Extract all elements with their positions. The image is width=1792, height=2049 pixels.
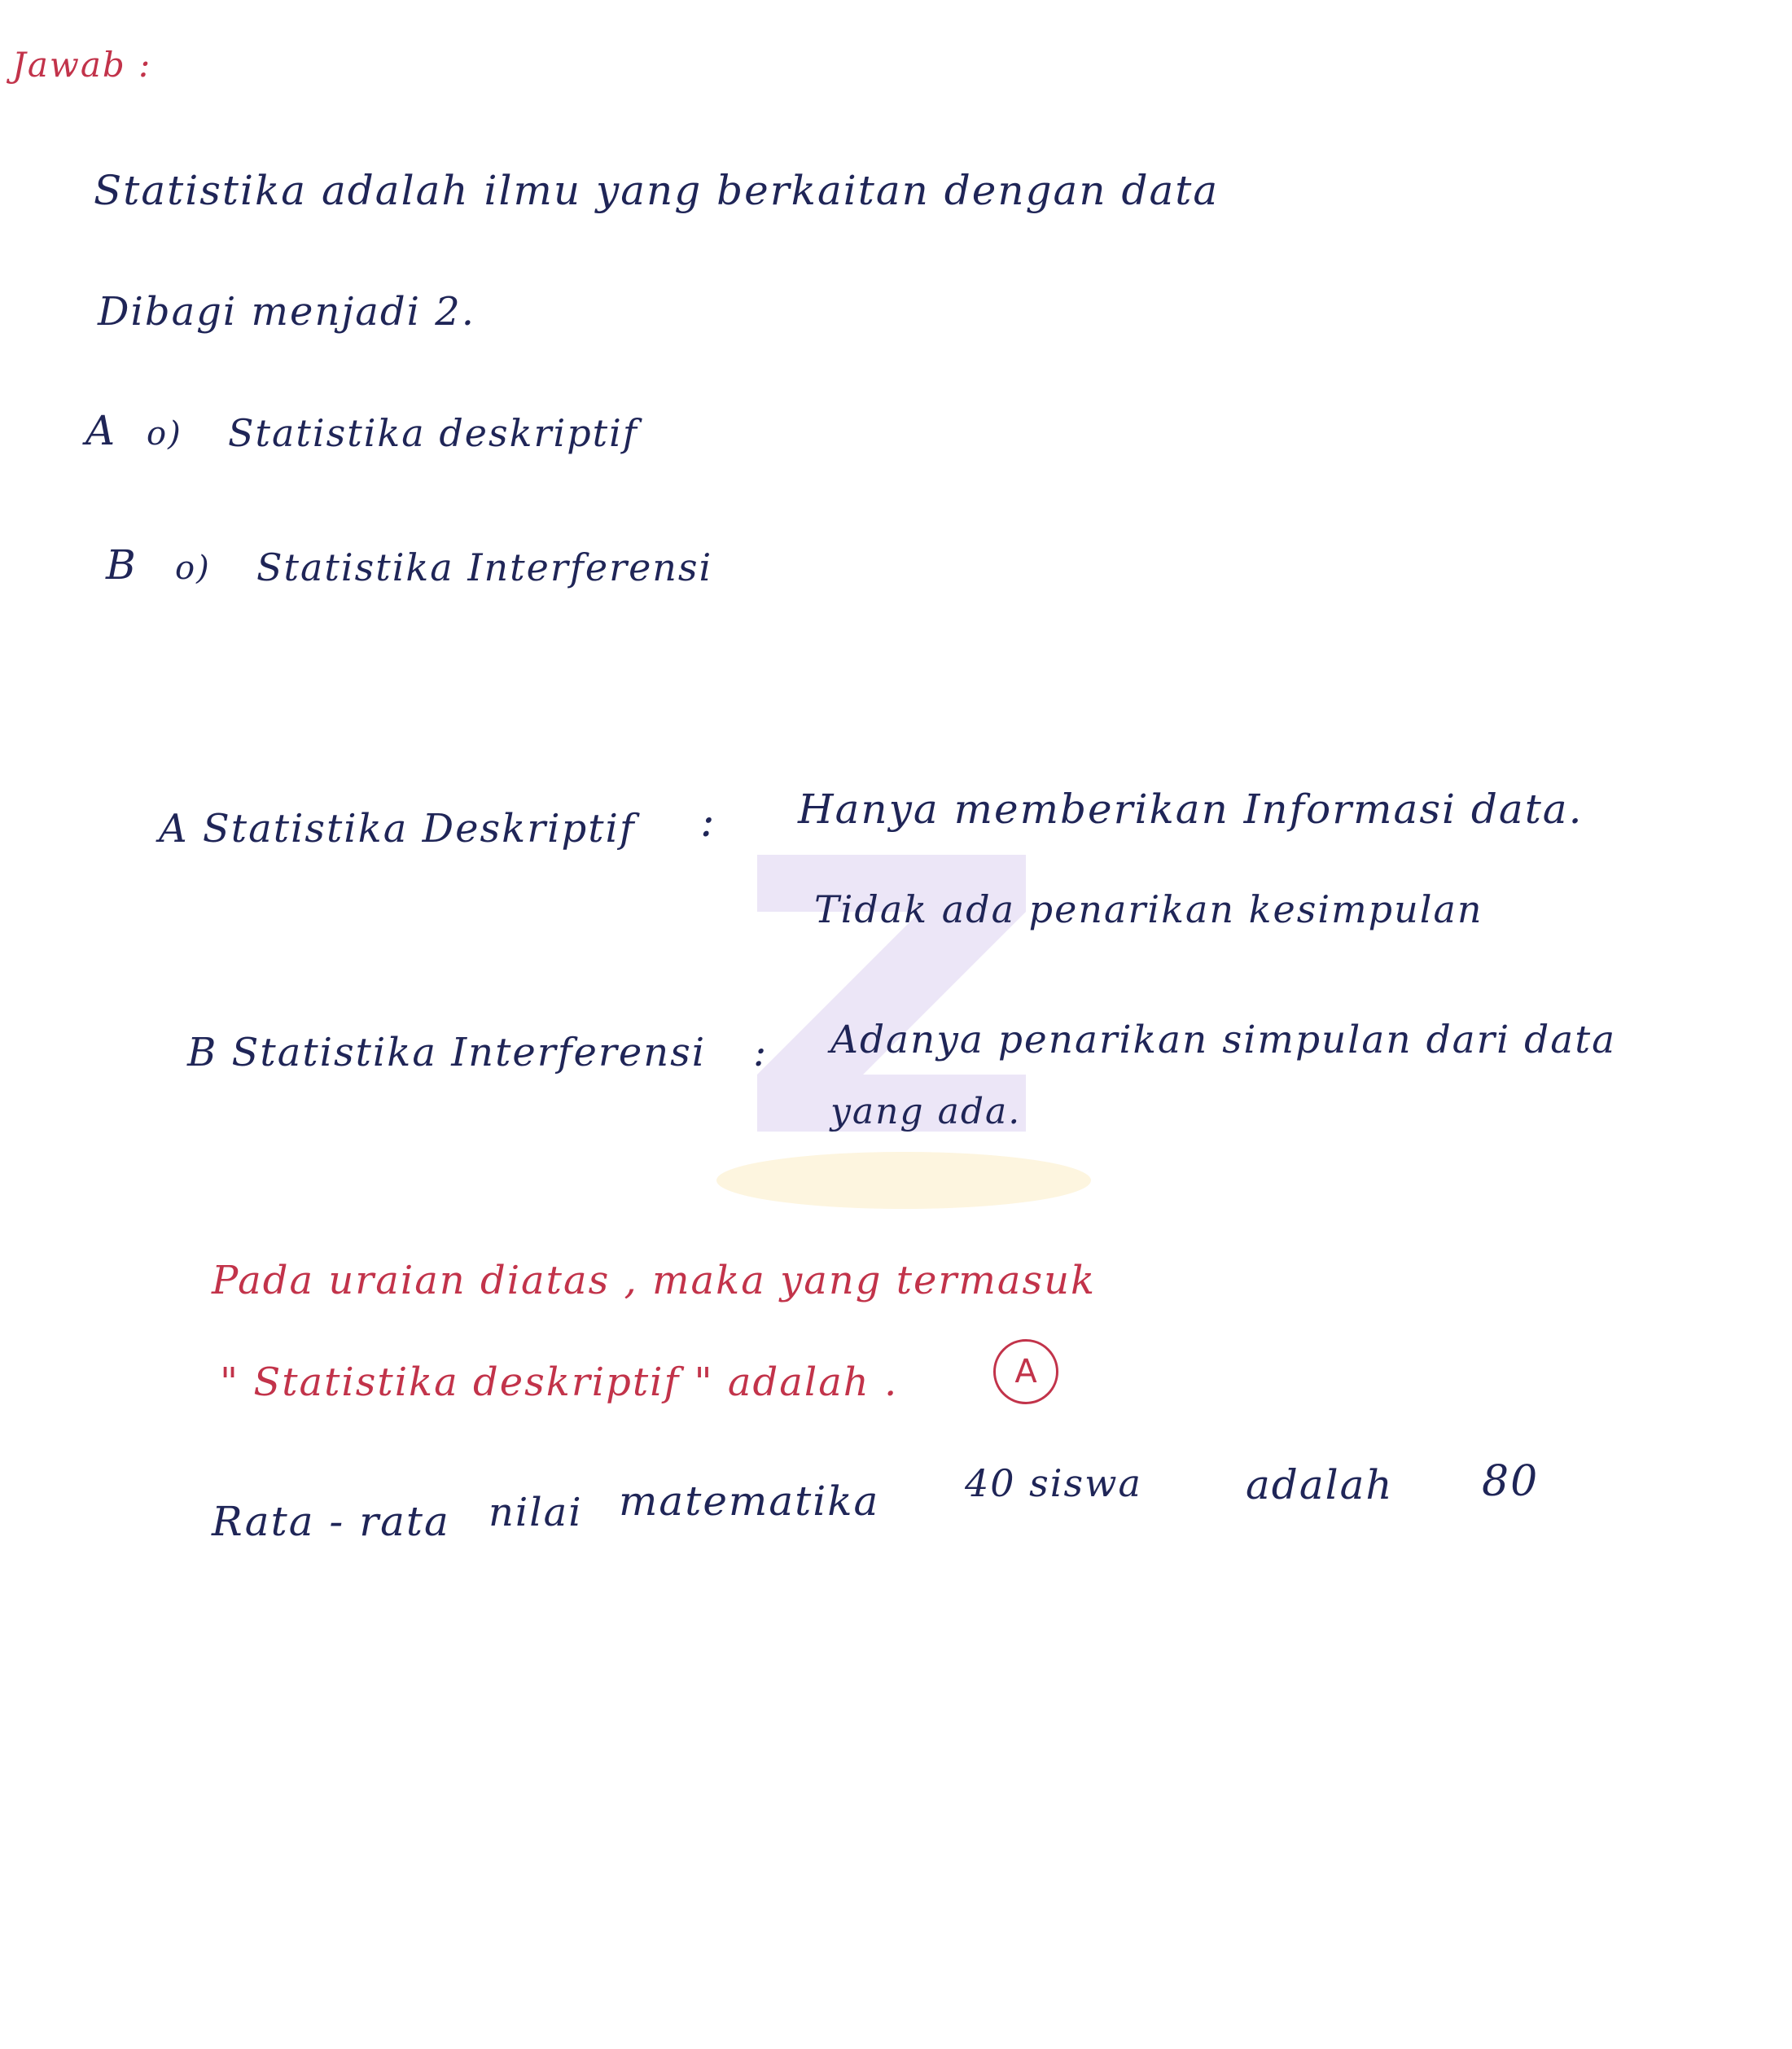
conclusion-line-1: Pada uraian diatas , maka yang termasuk <box>212 1258 1097 1303</box>
explanation-a-line-1: Hanya memberikan Informasi data. <box>798 786 1584 833</box>
explanation-a-colon: : <box>700 798 716 847</box>
division-item-b-letter: B <box>106 541 138 589</box>
division-item-b-label: Statistika Interferensi <box>256 545 713 589</box>
division-item-b-marker: o) <box>175 549 211 587</box>
explanation-a-line-2: Tidak ada penarikan kesimpulan <box>814 887 1483 931</box>
example-part-2: nilai <box>489 1490 583 1535</box>
conclusion-line-2: " Statistika deskriptif " adalah . <box>220 1359 899 1405</box>
division-item-a-label: Statistika deskriptif <box>228 411 638 455</box>
explanation-b-line-1: Adanya penarikan simpulan dari data <box>830 1018 1617 1062</box>
definition-line-2: Dibagi menjadi 2. <box>98 289 475 335</box>
division-item-a-marker: o) <box>147 415 182 453</box>
example-part-1: Rata - rata <box>212 1498 450 1545</box>
example-part-5: adalah <box>1246 1461 1394 1508</box>
example-part-4: 40 siswa <box>965 1461 1142 1505</box>
division-item-a-letter: A <box>85 407 117 454</box>
watermark-base <box>716 1152 1091 1209</box>
explanation-b-term: B Statistika Interferensi <box>187 1030 707 1075</box>
explanation-b-colon: : <box>753 1030 769 1075</box>
jawab-heading: Jawab : <box>12 45 152 85</box>
explanation-b-line-2: yang ada. <box>830 1091 1022 1132</box>
example-part-6: 80 <box>1482 1457 1540 1506</box>
explanation-a-term: A Statistika Deskriptif <box>159 806 636 852</box>
answer-circle: A <box>993 1339 1058 1404</box>
definition-line-1: Statistika adalah ilmu yang berkaitan dengan data <box>94 167 1220 214</box>
example-part-3: matematika <box>619 1478 880 1525</box>
